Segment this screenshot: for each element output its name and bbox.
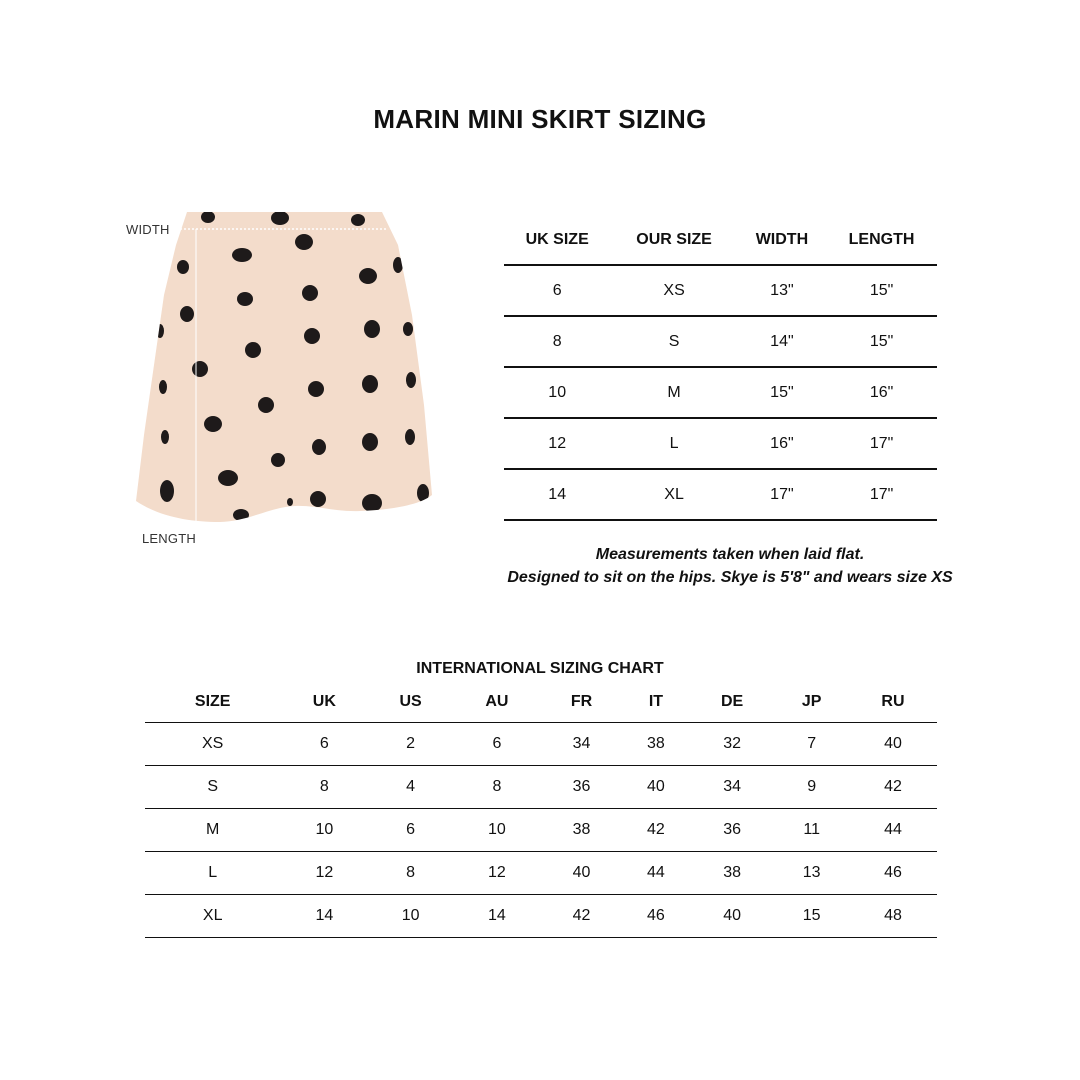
polka-dot [233, 509, 249, 521]
header-us: US [368, 682, 453, 723]
table-cell: 42 [622, 809, 690, 852]
table-row [145, 895, 937, 938]
polka-dot [359, 268, 377, 284]
header-fr: FR [541, 682, 622, 723]
table-cell: 38 [690, 852, 775, 895]
international-sizing-table [145, 682, 937, 938]
table-cell: 15" [826, 265, 937, 316]
table-row [504, 265, 937, 316]
polka-dot [405, 429, 415, 445]
table-cell: 10 [453, 809, 541, 852]
table-cell: 14" [738, 316, 826, 367]
header-au: AU [453, 682, 541, 723]
table-cell: 11 [774, 809, 849, 852]
width-label: WIDTH [126, 222, 170, 237]
table-row [504, 418, 937, 469]
table-cell: 14 [504, 469, 610, 520]
table-cell: 40 [849, 723, 937, 766]
table-cell: 42 [541, 895, 622, 938]
header-de: DE [690, 682, 775, 723]
table-cell: L [145, 852, 280, 895]
table-cell: 17" [826, 418, 937, 469]
polka-dot [271, 453, 285, 467]
polka-dot [245, 342, 261, 358]
table-cell: 13" [738, 265, 826, 316]
table-cell: 9 [774, 766, 849, 809]
header-uk: UK [280, 682, 368, 723]
header-it: IT [622, 682, 690, 723]
measurement-notes [500, 543, 960, 589]
table-cell: 10 [280, 809, 368, 852]
table-cell: 44 [849, 809, 937, 852]
polka-dot [156, 324, 164, 338]
polka-dot [312, 439, 326, 455]
table-cell: 14 [280, 895, 368, 938]
header-ru: RU [849, 682, 937, 723]
table-cell: 4 [368, 766, 453, 809]
table-row [145, 852, 937, 895]
table-cell: 36 [541, 766, 622, 809]
table-cell: M [145, 809, 280, 852]
table-cell: XL [610, 469, 737, 520]
polka-dot [403, 322, 413, 336]
table-cell: 12 [453, 852, 541, 895]
header-our-size: OUR SIZE [610, 216, 737, 265]
table-cell: 12 [280, 852, 368, 895]
header-jp: JP [774, 682, 849, 723]
table-row [145, 723, 937, 766]
polka-dot [271, 211, 289, 225]
polka-dot [302, 285, 318, 301]
size-table-header-row [504, 216, 937, 265]
table-row [504, 469, 937, 520]
table-cell: 15" [738, 367, 826, 418]
table-cell: 44 [622, 852, 690, 895]
polka-dot [180, 306, 194, 322]
table-cell: XS [145, 723, 280, 766]
polka-dot [232, 248, 252, 262]
table-cell: 6 [453, 723, 541, 766]
table-cell: 8 [280, 766, 368, 809]
table-cell: 48 [849, 895, 937, 938]
skirt-body [136, 212, 432, 522]
polka-dot [258, 397, 274, 413]
table-cell: 32 [690, 723, 775, 766]
intl-header-row [145, 682, 937, 723]
polka-dot [204, 416, 222, 432]
table-cell: 8 [453, 766, 541, 809]
table-cell: XS [610, 265, 737, 316]
table-cell: 15 [774, 895, 849, 938]
polka-dot [362, 494, 382, 512]
table-cell: 16" [738, 418, 826, 469]
polka-dot [310, 491, 326, 507]
table-cell: 36 [690, 809, 775, 852]
page-title: MARIN MINI SKIRT SIZING [373, 104, 707, 134]
polka-dot [351, 214, 365, 226]
table-cell: 8 [368, 852, 453, 895]
table-cell: 40 [690, 895, 775, 938]
header-length: LENGTH [826, 216, 937, 265]
polka-dot [161, 430, 169, 444]
polka-dot [362, 433, 378, 451]
table-cell: 6 [368, 809, 453, 852]
header-size: SIZE [145, 682, 280, 723]
table-cell: 16" [826, 367, 937, 418]
table-cell: 38 [541, 809, 622, 852]
polka-dot [406, 372, 416, 388]
table-cell: 34 [690, 766, 775, 809]
polka-dot [393, 257, 403, 273]
table-cell: 6 [504, 265, 610, 316]
table-cell: 17" [738, 469, 826, 520]
table-cell: 6 [280, 723, 368, 766]
polka-dot [218, 470, 238, 486]
polka-dot [417, 484, 429, 502]
polka-dot [362, 375, 378, 393]
skirt-figure [120, 205, 450, 555]
size-table [504, 216, 937, 521]
table-cell: 8 [504, 316, 610, 367]
table-cell: M [610, 367, 737, 418]
table-cell: 46 [849, 852, 937, 895]
table-cell: 13 [774, 852, 849, 895]
table-cell: 42 [849, 766, 937, 809]
table-cell: 34 [541, 723, 622, 766]
table-cell: 12 [504, 418, 610, 469]
table-cell: 2 [368, 723, 453, 766]
header-uk-size: UK SIZE [504, 216, 610, 265]
skirt-image [120, 205, 450, 535]
table-cell: 46 [622, 895, 690, 938]
table-cell: 17" [826, 469, 937, 520]
note-line-2: Designed to sit on the hips. Skye is 5'8" and wears size XS [507, 569, 953, 586]
polka-dot [364, 320, 380, 338]
international-chart-title: INTERNATIONAL SIZING CHART [416, 660, 664, 677]
table-cell: 40 [541, 852, 622, 895]
polka-dot [295, 234, 313, 250]
table-cell: 10 [368, 895, 453, 938]
length-label: LENGTH [142, 531, 196, 546]
polka-dot [201, 211, 215, 223]
table-cell: 10 [504, 367, 610, 418]
table-row [145, 809, 937, 852]
table-cell: S [610, 316, 737, 367]
table-cell: XL [145, 895, 280, 938]
table-cell: S [145, 766, 280, 809]
polka-dot [159, 380, 167, 394]
table-row [504, 316, 937, 367]
polka-dot [237, 292, 253, 306]
polka-dot [287, 498, 293, 506]
table-cell: 38 [622, 723, 690, 766]
polka-dot [192, 361, 208, 377]
table-cell: 15" [826, 316, 937, 367]
polka-dot [160, 480, 174, 502]
table-row [145, 766, 937, 809]
table-cell: 40 [622, 766, 690, 809]
table-cell: 7 [774, 723, 849, 766]
table-row [504, 367, 937, 418]
note-line-1: Measurements taken when laid flat. [595, 546, 865, 563]
table-cell: L [610, 418, 737, 469]
table-cell: 14 [453, 895, 541, 938]
polka-dot [177, 260, 189, 274]
polka-dot [308, 381, 324, 397]
polka-dot [304, 328, 320, 344]
header-width: WIDTH [738, 216, 826, 265]
